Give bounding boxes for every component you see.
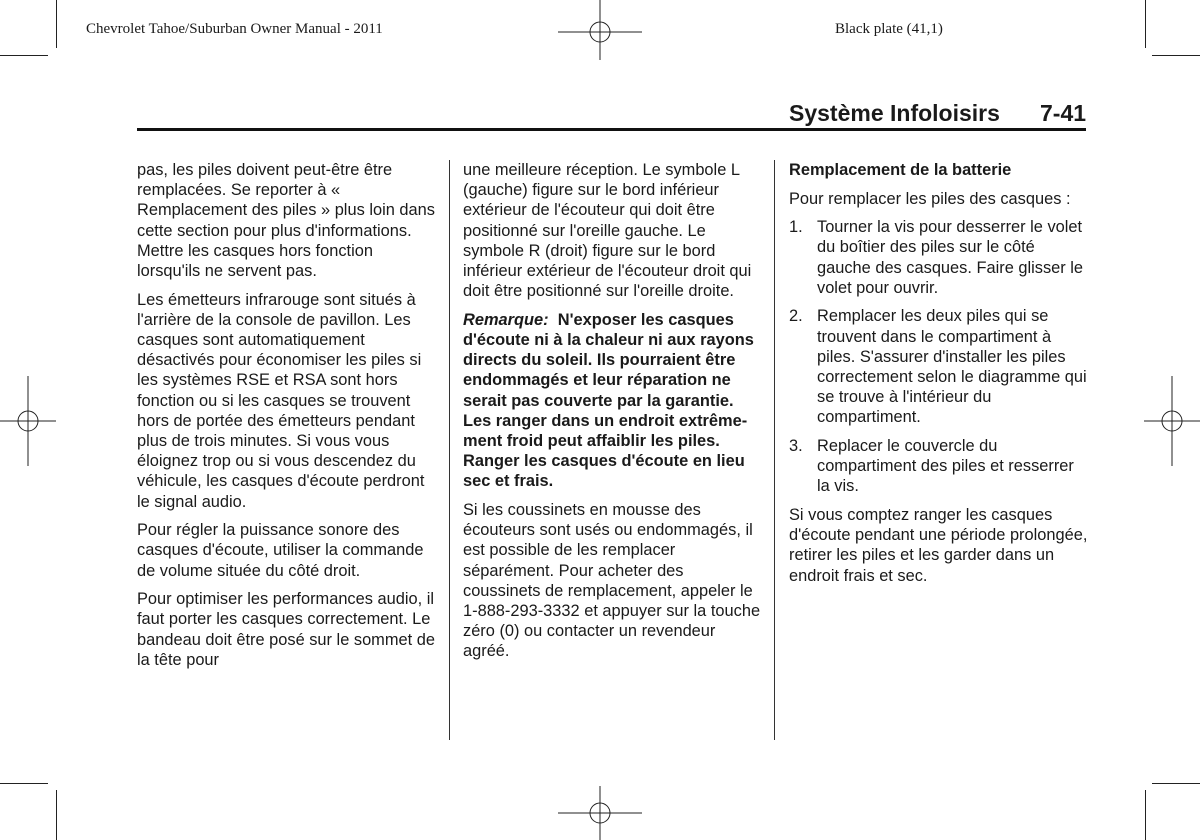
step-text: Tourner la vis pour desserrer le volet du boîtier des piles sur le côté gauche des casques. Faire glisser le volet pour ouvrir. — [817, 218, 1084, 297]
section-title: Système Infoloisirs — [789, 100, 1000, 126]
paragraph: Si les coussinets en mousse des écouteurs sont usés ou endommagés, il est possible de les remplacer séparément. Pour acheter des coussinets de remplacement, appeler le 1-888-293-3332 et appuyer sur la touche zéro (0) ou contacter un revendeur agréé. — [463, 501, 761, 661]
title-rule — [137, 128, 1086, 131]
steps-list — [789, 217, 1089, 496]
step-number: 2. — [789, 307, 803, 326]
step-text: Replacer le couvercle du compartiment des piles et resserrer la vis. — [817, 437, 1074, 496]
subsection-heading: Remplacement de la batterie — [789, 161, 1012, 179]
list-item — [789, 217, 1089, 298]
crop-mark — [56, 790, 57, 840]
step-number: 1. — [789, 218, 803, 237]
paragraph: pas, les piles doivent peut-être être remplacées. Se reporter à « Remplacement des piles » plus loin dans cette section pour plus d'informations. Mettre les casques hors fonction lorsqu'ils ne servent pas. — [137, 161, 435, 281]
crop-mark — [0, 55, 48, 56]
page-number: 7-41 — [1040, 100, 1087, 126]
notice-block — [463, 310, 763, 492]
column-1 — [137, 160, 437, 678]
column-3 — [789, 160, 1089, 594]
list-item — [789, 436, 1089, 497]
step-number: 3. — [789, 437, 803, 455]
crop-mark — [56, 0, 57, 48]
registration-mark-right — [1144, 376, 1200, 466]
registration-mark-left — [0, 376, 56, 466]
paragraph: Si vous comptez ranger les casques d'écoute pendant une période prolongée, retirer les piles et les garder dans un endroit frais et sec. — [789, 506, 1088, 585]
column-2 — [463, 160, 763, 670]
column-divider — [449, 160, 450, 740]
paragraph: une meilleure réception. Le symbole L (gauche) figure sur le bord inférieur extérieur de l'écouteur qui doit être positionné sur l'oreille gauche. Le symbole R (droit) figure sur le bord inférieur extérieur de l'écouteur droit qui doit être positionné sur l'oreille droite. — [463, 161, 752, 301]
crop-mark — [1152, 783, 1200, 784]
paragraph: Pour remplacer les piles des casques : — [789, 189, 1071, 208]
notice-label: Remarque: — [463, 310, 549, 329]
list-item — [789, 306, 1089, 427]
column-divider — [774, 160, 775, 740]
registration-mark-bottom — [558, 786, 642, 840]
crop-mark — [1152, 55, 1200, 56]
plate-label: Black plate (41,1) — [835, 21, 943, 37]
crop-mark — [1145, 0, 1146, 48]
paragraph: Pour optimiser les performances audio, il faut porter les casques correctement. Le bandeau doit être posé sur le sommet de la tête pour — [137, 590, 435, 669]
crop-mark — [0, 783, 48, 784]
step-text: Remplacer les deux piles qui se trouvent dans le compartiment à piles. S'assurer d'installer les piles correctement selon le diagramme qui se trouve à l'intérieur du compartiment. — [817, 307, 1087, 427]
registration-mark-top — [558, 0, 642, 60]
paragraph: Pour régler la puissance sonore des casques d'écoute, utiliser la commande de volume située du côté droit. — [137, 521, 424, 580]
crop-mark — [1145, 790, 1146, 840]
running-header: Chevrolet Tahoe/Suburban Owner Manual - 2011 — [86, 21, 383, 37]
notice-text: N'exposer les casques d'écoute ni à la chaleur ni aux rayons directs du soleil. Ils pourraient être endommagés et leur réparation ne serait pas couverte par la garantie. Les ranger dans un endroit extrême-ment froid peut affaiblir les piles. Ranger les casques d'écoute en lieu sec et frais. — [463, 310, 754, 491]
paragraph: Les émetteurs infrarouge sont situés à l'arrière de la console de pavillon. Les casques sont automatiquement désactivés pour économiser les piles si les systèmes RSE et RSA sont hors fonction ou si les casques se trouvent hors de portée des émetteurs pendant plus de trois minutes. Si vous vous éloignez trop ou si vous descendez du véhicule, les casques d'écoute perdront le signal audio. — [137, 290, 425, 511]
